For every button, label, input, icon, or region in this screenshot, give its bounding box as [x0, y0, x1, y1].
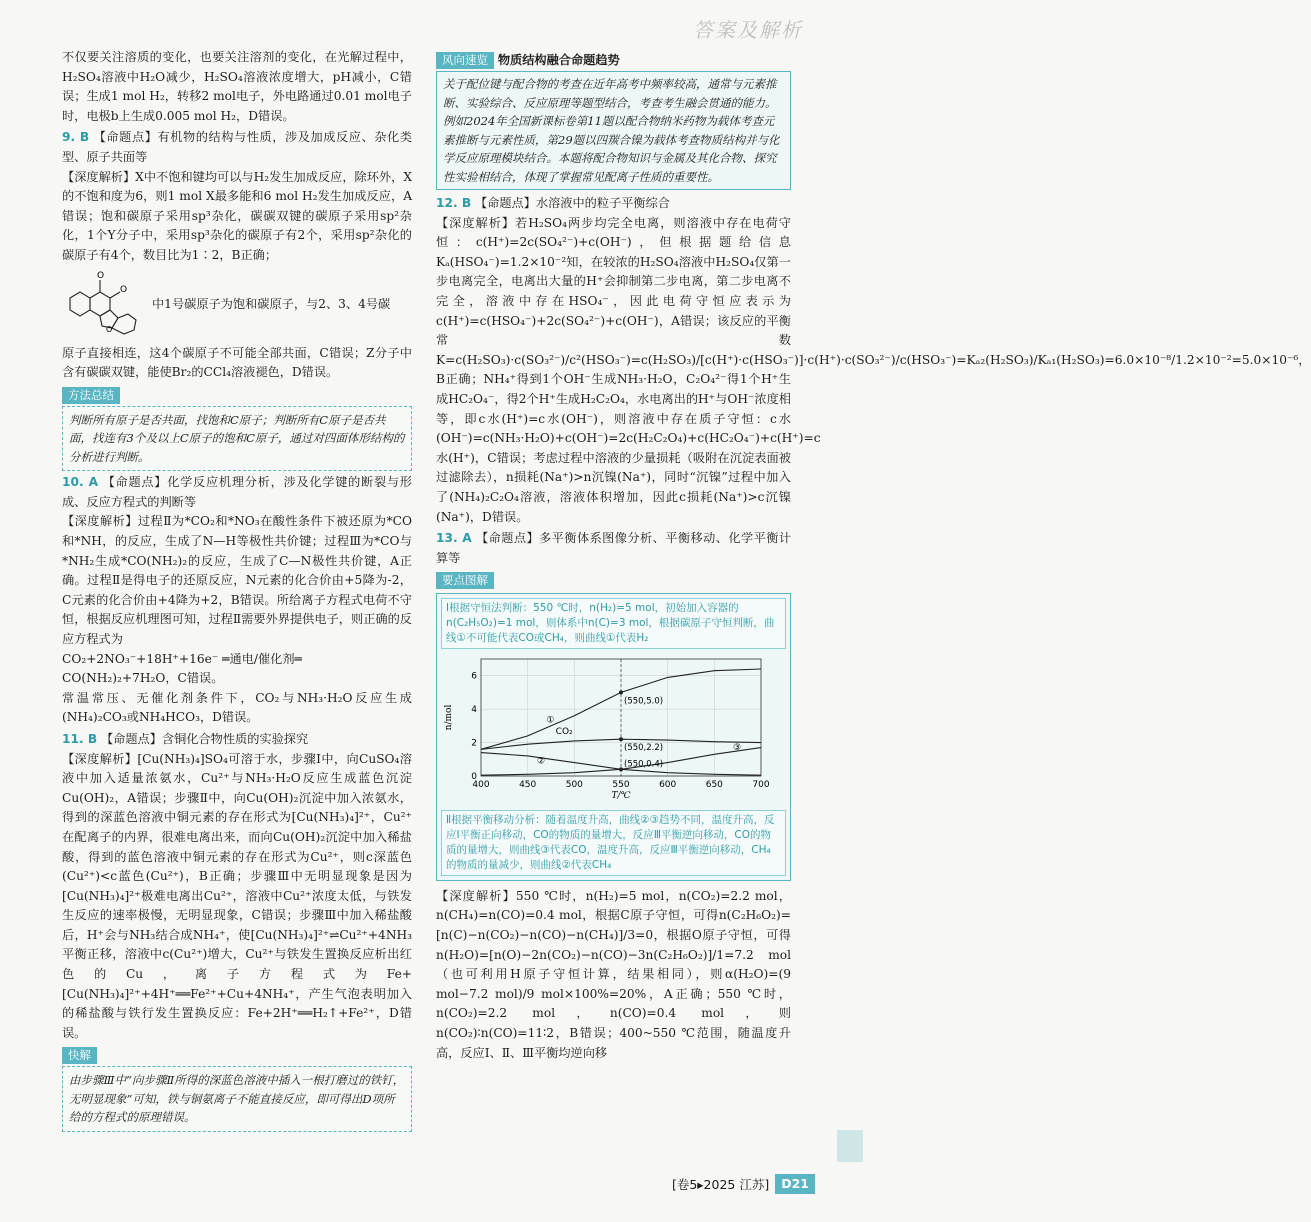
q9-number: 9. B: [62, 130, 90, 145]
trend-box: 关于配位键与配合物的考查在近年高考中频率较高，通常与元素推断、实验综合、反应原理等题型结合，考查考生融会贯通的能力。例如2024年全国新课标卷第11题以配合物纳米药物为载体考查元素推断与元素性质，第29题以四羰合镍为载体考查物质结构并与化学反应原理模块结合。本题将配合物知识与金属及其化合物、探究性实验相结合，体现了掌握常见配离子性质的重要性。: [436, 71, 791, 190]
chart-y-tick-label: 2: [471, 738, 477, 749]
chart-x-tick-label: 600: [659, 780, 677, 791]
chart-y-tick-label: 6: [471, 671, 477, 682]
figure-note-2: Ⅱ根据平衡移动分析：随着温度升高，曲线②③趋势不同，温度升高，反应Ⅰ平衡正向移动，CO的物质的量增大，反应Ⅲ平衡逆向移动，CO的物质的量增大，则曲线③代表CO，温度升高，反应Ⅲ平衡逆向移动，CH₄的物质的量减少，则曲线②代表CH₄: [441, 810, 786, 876]
intro-paragraph: 不仅要关注溶质的变化，也要关注溶剂的变化，在光解过程中，H₂SO₄溶液中H₂O减少，H₂SO₄溶液浓度增大，pH减小，C错误；生成1 mol H₂，转移2 mol电子，外电路通过0.01 mol电子时，电极b上生成0.005 mol H₂，D错误。: [62, 50, 412, 123]
chart-x-tick-label: 550: [612, 780, 630, 791]
method-summary-box: 判断所有原子是否共面，找饱和C原子；判断所有C原子是否共面，找连有3个及以上C原子的饱和C原子，通过对四面体形结构的分析进行判断。: [62, 406, 412, 472]
q13-topic: 【命题点】多平衡体系图像分析、平衡移动、化学平衡计算等: [436, 531, 792, 565]
q12-topic: 【命题点】水溶液中的粒子平衡综合: [475, 196, 670, 210]
q13-number: 13. A: [436, 531, 472, 546]
q9-analysis-cont: 原子直接相连，这4个碳原子不可能全部共面，C错误；Z分子中含有碳碳双键，能使Br₂的CCl₄溶液褪色，D错误。: [62, 345, 412, 380]
svg-text:O: O: [106, 324, 113, 334]
figure-box: [436, 593, 791, 881]
chart-x-tick-label: 650: [705, 780, 723, 791]
q12-analysis: 【深度解析】若H₂SO₄两步均完全电离，则溶液中存在电荷守恒：c(H⁺)=2c(SO₄²⁻)+c(OH⁻)，但根据题给信息Kₐ(HSO₄⁻)=1.2×10⁻²知，在较浓的H₂SO₄溶液中H₂SO₄仅第一步电离完全，电离出大量的H⁺会抑制第二步电离，第二步电离不完全，溶液中存在HSO₄⁻，因此电荷守恒应表示为c(H⁺)=c(HSO₄⁻)+2c(SO₄²⁻)+c(OH⁻)，A错误；该反应的平衡常数K=c(H₂SO₃)·c(SO₃²⁻)/c²(HSO₃⁻)=c(H₂SO₃)/[c(H⁺)·c(HSO₃⁻)]·c(H⁺)·c(SO₃²⁻)/c(HSO₃⁻)=Kₐ₂(H₂SO₃)/Kₐ₁(H₂SO₃)=6.0×10⁻⁸/1.2×10⁻²=5.0×10⁻⁶，B正确；NH₄⁺得到1个OH⁻生成NH₃·H₂O，C₂O₄²⁻得1个H⁺生成HC₂O₄⁻，得2个H⁺生成H₂C₂O₄，水电离出的H⁺与OH⁻浓度相等，即c水(H⁺)=c水(OH⁻)，则溶液中存在质子守恒：c水(OH⁻)=c(NH₃·H₂O)+c(OH⁻)=2c(H₂C₂O₄)+c(HC₂O₄⁻)+c(H⁺)=c水(H⁺)，C错误；考虑过程中溶液的少量损耗（吸附在沉淀表面被过滤除去），n损耗(Na⁺)>n沉镍(Na⁺)，同时“沉镍”过程中加入了(NH₄)₂C₂O₄溶液，溶液体积增加，因此c损耗(Na⁺)>c沉镍(Na⁺)，D错误。: [436, 215, 1311, 524]
q11-number: 11. B: [62, 731, 98, 746]
q13-analysis: 【深度解析】550 ℃时，n(H₂)=5 mol，n(CO₂)=2.2 mol，n(CH₄)=n(CO)=0.4 mol，根据C原子守恒，可得n(C₂H₆O₂)=[n(C)−n(CO₂)−n(CO)−n(CH₄)]/3=0，根据O原子守恒，可得n(H₂O)=[n(O)−2n(CO₂)−n(CO)−3n(C₂H₆O₂)]/1=7.2 mol（也可利用H原子守恒计算，结果相同），则α(H₂O)=(9 mol−7.2 mol)/9 mol×100%=20%，A正确；550 ℃时，n(CO₂)=2.2 mol，n(CO)=0.4 mol，则n(CO₂)∶n(CO)=11∶2，B错误；400~550 ℃范围，随温度升高，反应Ⅰ、Ⅱ、Ⅲ平衡均逆向移: [436, 888, 791, 1060]
chart-point-label-0: (550,5.0): [624, 696, 664, 707]
trend-title: 物质结构融合命题趋势: [497, 53, 620, 67]
q9-structure-caption: 中1号碳原子为饱和碳原子，与2、3、4号碳: [152, 296, 391, 311]
q10-heading: [62, 473, 412, 512]
q10-topic: 【命题点】化学反应机理分析，涉及化学键的断裂与形成、反应方程式的判断等: [62, 475, 412, 509]
trend-label: 风向速览: [436, 52, 494, 69]
chart-point-label-2: (550,0.4): [624, 759, 664, 770]
method-summary-label: 方法总结: [62, 387, 120, 404]
page-edge-tab: [837, 1130, 863, 1162]
q9-analysis: 【深度解析】X中不饱和键均可以与H₂发生加成反应，除环外，X的不饱和度为6，则1 mol X最多能和6 mol H₂发生加成反应，A错误；饱和碳原子采用sp³杂化，碳碳双键的碳原子采用sp²杂化，1个Y分子中，采用sp³杂化的碳原子有2个，采用sp²杂化的碳原子有4个，数目比为1∶2，B正确；: [62, 169, 412, 262]
figure-label: 要点图解: [436, 572, 494, 589]
figure-note-1: Ⅰ根据守恒法判断：550 ℃时，n(H₂)=5 mol，初始加入容器的n(C₂H₅O₂)=1 mol，则体系中n(C)=3 mol，根据碳原子守恒判断，曲线①不可能代表CO或CH₄，则曲线①代表H₂: [441, 598, 786, 649]
chart-series-label-1: CO₂: [555, 727, 573, 738]
q13-heading: [436, 529, 791, 568]
q12-number: 12. B: [436, 196, 472, 210]
footer-page-number: D21: [775, 1174, 815, 1194]
chart-x-tick-label: 400: [472, 780, 490, 791]
right-column: [436, 48, 1311, 1063]
quick-solve-label: 快解: [62, 1047, 97, 1064]
q10-analysis: 【深度解析】过程Ⅱ为*CO₂和*NO₃在酸性条件下被还原为*CO和*NH，的反应，生成了N—H等极性共价键；过程Ⅲ为*CO与*NH₂生成*CO(NH₂)₂的反应，生成了C—N极性共价键，A正确。过程Ⅱ是得电子的还原反应，N元素的化合价由+5降为-2，C元素的化合价由+4降为+2，B错误。所给离子方程式电荷不守恒，根据反应机理图可知，过程Ⅱ需要外界提供电子，则正确的反应方程式为: [62, 514, 412, 646]
chart-series-label-0: ①: [546, 715, 555, 726]
equilibrium-chart: [441, 651, 771, 801]
chart-x-tick-label: 700: [752, 780, 770, 791]
q9-topic: 【命题点】有机物的结构与性质，涉及加成反应、杂化类型、原子共面等: [62, 130, 413, 164]
q11-topic: 【命题点】含铜化合物性质的实验探究: [101, 731, 309, 746]
footer-book-label: [卷5▸2025 江苏]: [671, 1177, 770, 1192]
chart-y-tick-label: 4: [471, 705, 477, 716]
chart-y-tick-label: 0: [471, 772, 477, 783]
svg-text:O: O: [120, 284, 128, 295]
q10-analysis-cont: 常温常压、无催化剂条件下，CO₂与NH₃·H₂O反应生成(NH₄)₂CO₃或NH₄HCO₃，D错误。: [62, 690, 412, 725]
q11-heading: [62, 730, 412, 750]
chart-series-label-2: ②: [537, 756, 546, 767]
left-column: [62, 48, 412, 1132]
quick-solve-box: 由步骤Ⅲ中“向步骤Ⅱ所得的深蓝色溶液中插入一根打磨过的铁钉，无明显现象”可知，铁与铜氨离子不能直接反应，即可得出D项所给的方程式的原理错误。: [62, 1066, 412, 1132]
q10-number: 10. A: [62, 475, 98, 490]
q11-analysis: 【深度解析】[Cu(NH₃)₄]SO₄可溶于水，步骤Ⅰ中，向CuSO₄溶液中加入适量浓氨水，Cu²⁺与NH₃·H₂O反应生成蓝色沉淀Cu(OH)₂，A错误；步骤Ⅱ中，向Cu(OH)₂沉淀中加入浓氨水，得到的深蓝色溶液中铜元素的存在形式为[Cu(NH₃)₄]²⁺，Cu²⁺在配离子的内界，很难电离出来，而向Cu(OH)₂沉淀中加入稀盐酸，得到的蓝色溶液中铜元素的存在形式为Cu²⁺，则c深蓝色(Cu²⁺)<c蓝色(Cu²⁺)，B正确；步骤Ⅲ中无明显现象是因为[Cu(NH₃)₄]²⁺极难电离出Cu²⁺，溶液中Cu²⁺浓度太低，与铁发生反应的速率极慢，无明显现象，C错误；步骤Ⅲ中加入稀盐酸后，H⁺会与NH₃结合成NH₄⁺，使[Cu(NH₃)₄]²⁺⇌Cu²⁺+4NH₃平衡正移，溶液中c(Cu²⁺)增大，Cu²⁺与铁发生置换反应析出红色的Cu，离子方程式为Fe+[Cu(NH₃)₄]²⁺+4H⁺══Fe²⁺+Cu+4NH₄⁺，产生气泡表明加入的稀盐酸与铁行发生置换反应：Fe+2H⁺══H₂↑+Fe²⁺，D错误。: [62, 751, 412, 1040]
trend-heading: [436, 48, 791, 71]
page-header-title: 答案及解析: [693, 18, 803, 42]
q12-heading: [436, 194, 791, 214]
chart-x-axis-label: T/℃: [611, 791, 631, 802]
svg-text:O: O: [97, 270, 105, 281]
page-footer: [672, 1174, 815, 1194]
molecule-structure-figure: [62, 268, 144, 342]
chart-point-label-1: (550,2.2): [624, 743, 664, 754]
chart-series-label-3: ③: [733, 743, 742, 754]
chart-x-tick-label: 500: [565, 780, 583, 791]
q9-heading: [62, 128, 412, 167]
chart-y-axis-label: n/mol: [444, 704, 454, 731]
q9-structure-row: [62, 268, 412, 342]
chart-x-tick-label: 450: [519, 780, 537, 791]
q10-equation: CO₂+2NO₃⁻+18H⁺+16e⁻ ═通电/催化剂═ CO(NH₂)₂+7H₂O，C错误。: [62, 651, 302, 686]
